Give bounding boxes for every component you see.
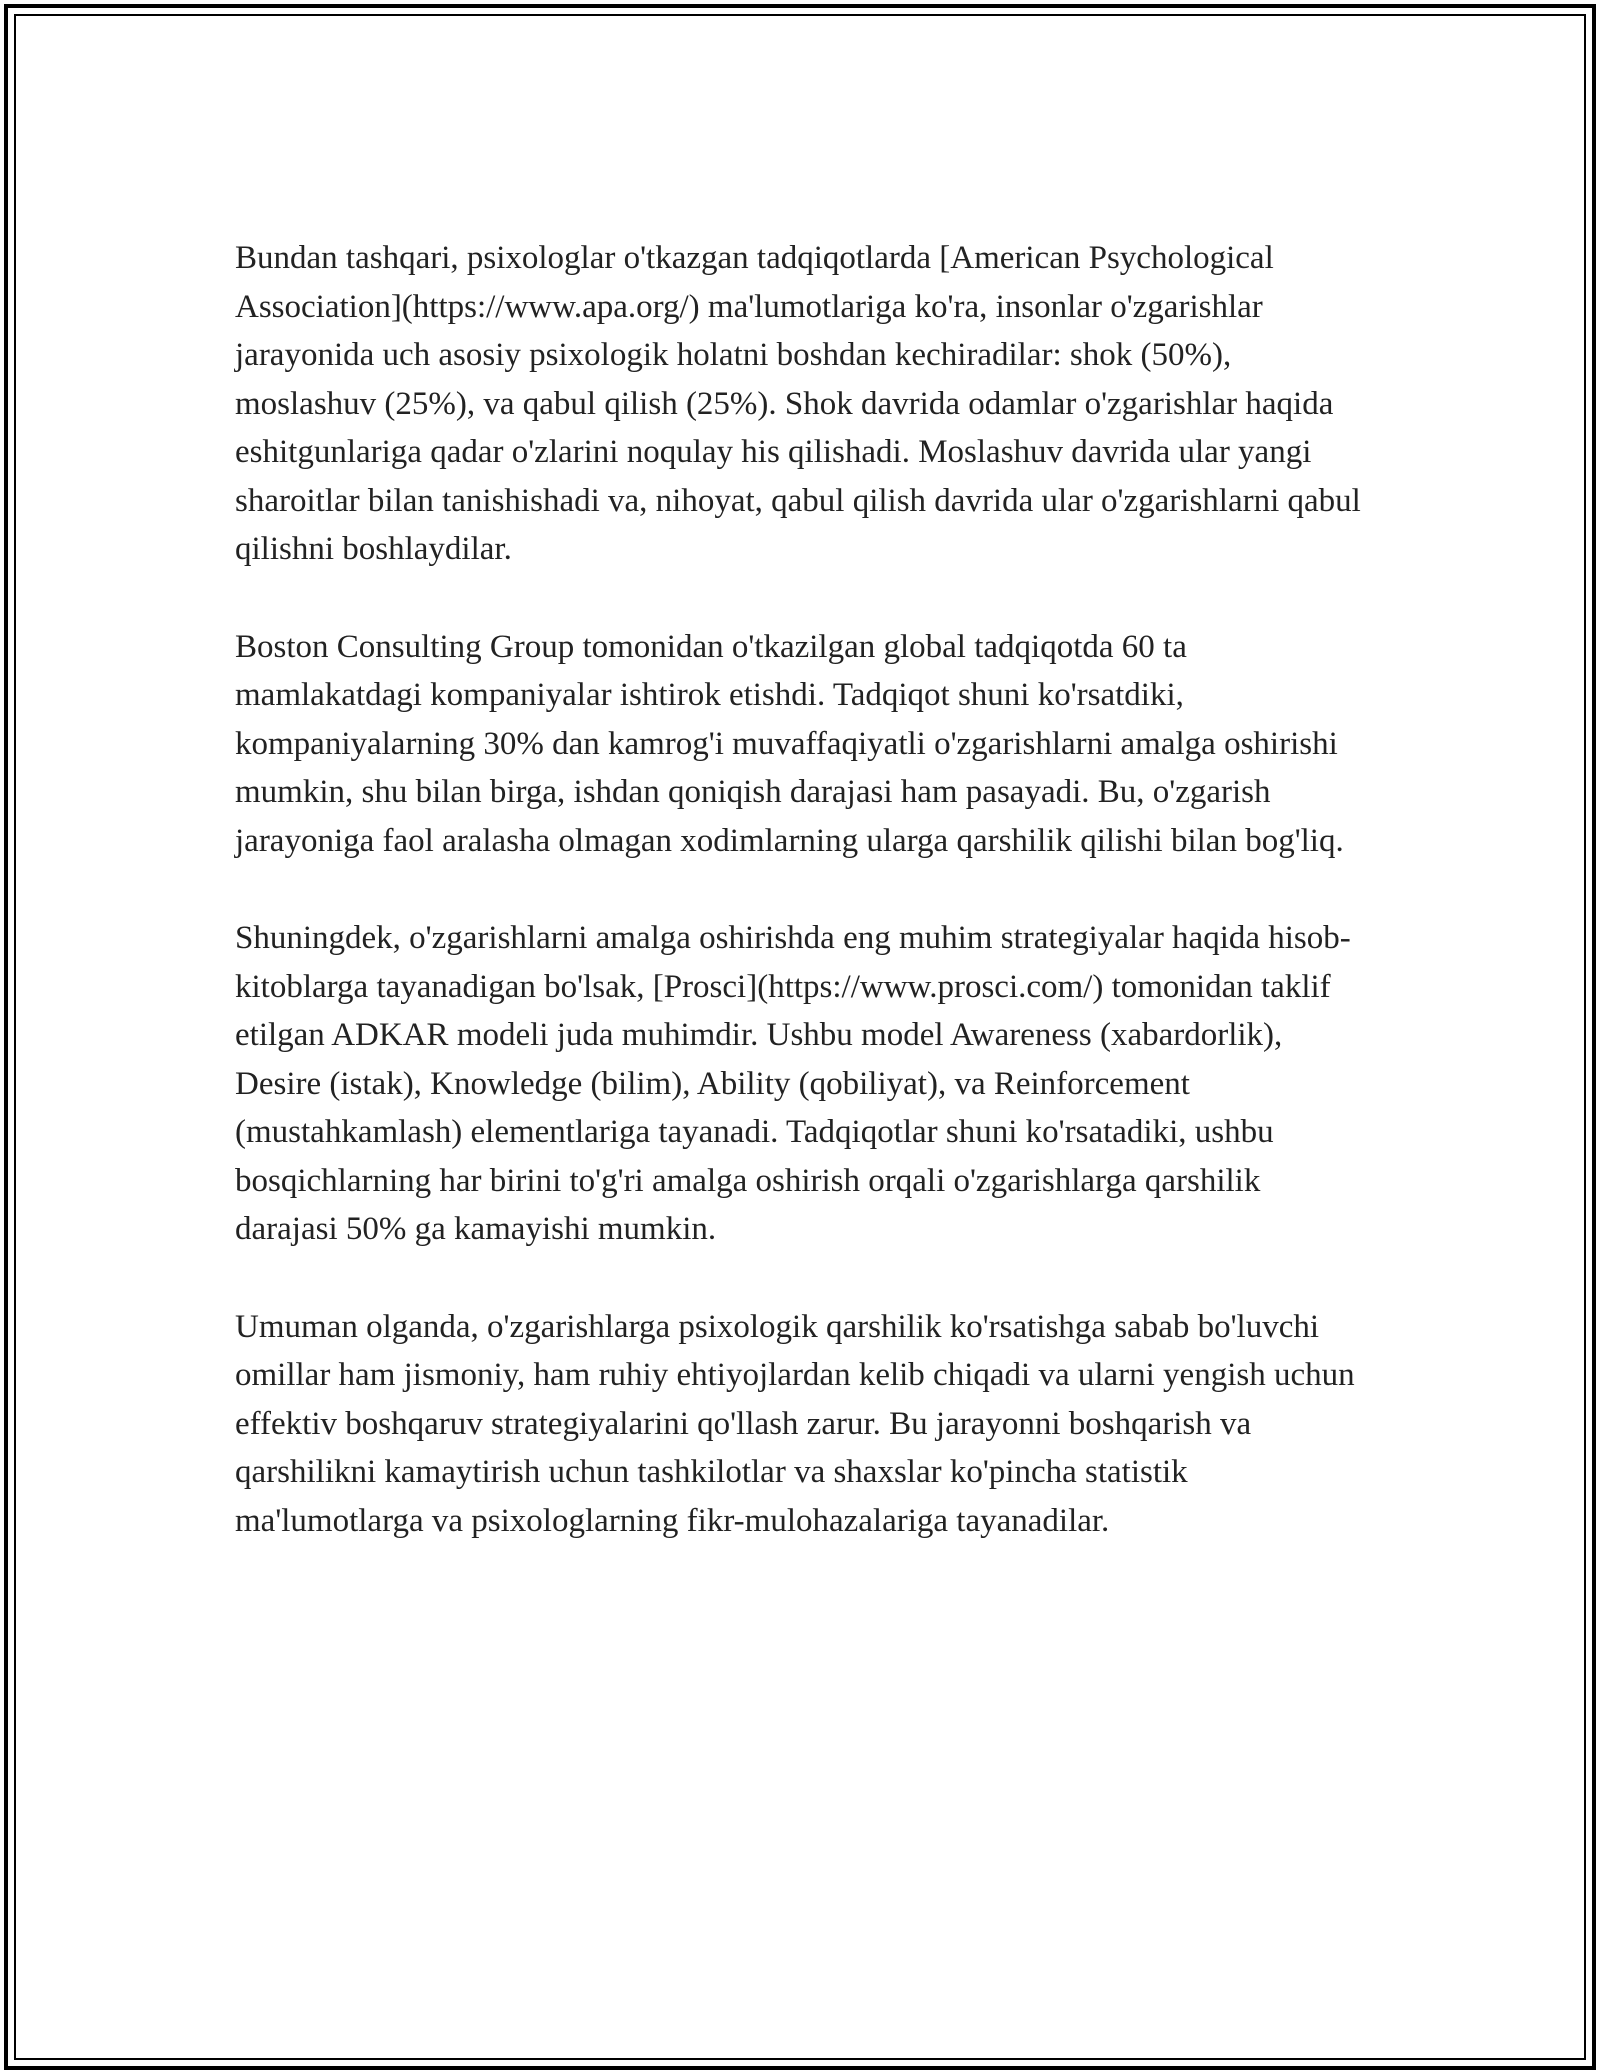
- paragraph-4: Umuman olganda, o'zgarishlarga psixologik qarshilik ko'rsatishga sabab bo'luvchi omillar ham jismoniy, ham ruhiy ehtiyojlardan kelib chiqadi va ularni yengish uchun effektiv boshqaruv strategiyalarini qo'llash zarur. Bu jarayonni boshqarish va qarshilikni kamaytirish uchun tashkilotlar va shaxslar ko'pincha statistik ma'lumotlarga va psixologlarning fikr-mulohazalariga tayanadilar.: [235, 1308, 1355, 1539]
- paragraph-1: Bundan tashqari, psixologlar o'tkazgan tadqiqotlarda [American Psychological Association](https://www.apa.org/) ma'lumotlariga ko'ra, insonlar o'zgarishlar jarayonida uch asosiy psixologik holatni boshdan kechiradilar: shok (50%), moslashuv (25%), va qabul qilish (25%). Shok davrida odamlar o'zgarishlar haqida eshitgunlariga qadar o'zlarini noqulay his qilishadi. Moslashuv davrida ular yangi sharoitlar bilan tanishishadi va, nihoyat, qabul qilish davrida ular o'zgarishlarni qabul qilishni boshlaydilar.: [235, 240, 1361, 567]
- paragraph-3: Shuningdek, o'zgarishlarni amalga oshirishda eng muhim strategiyalar haqida hisob-kitoblarga tayanadigan bo'lsak, [Prosci](https://www.prosci.com/) tomonidan taklif etilgan ADKAR modeli juda muhimdir. Ushbu model Awareness (xabardorlik), Desire (istak), Knowledge (bilim), Ability (qobiliyat), va Reinforcement (mustahkamlash) elementlariga tayanadi. Tadqiqotlar shuni ko'rsatadiki, ushbu bosqichlarning har birini to'g'ri amalga oshirish orqali o'zgarishlarga qarshilik darajasi 50% ga kamayishi mumkin.: [235, 920, 1351, 1247]
- document-body: [235, 234, 1365, 1545]
- paragraph-2: Boston Consulting Group tomonidan o'tkazilgan global tadqiqotda 60 ta mamlakatdagi kompaniyalar ishtirok etishdi. Tadqiqot shuni ko'rsatdiki, kompaniyalarning 30% dan kamrog'i muvaffaqiyatli o'zgarishlarni amalga oshirishi mumkin, shu bilan birga, ishdan qoniqish darajasi ham pasayadi. Bu, o'zgarish jarayoniga faol aralasha olmagan xodimlarning ularga qarshilik qilishi bilan bog'liq.: [235, 628, 1344, 859]
